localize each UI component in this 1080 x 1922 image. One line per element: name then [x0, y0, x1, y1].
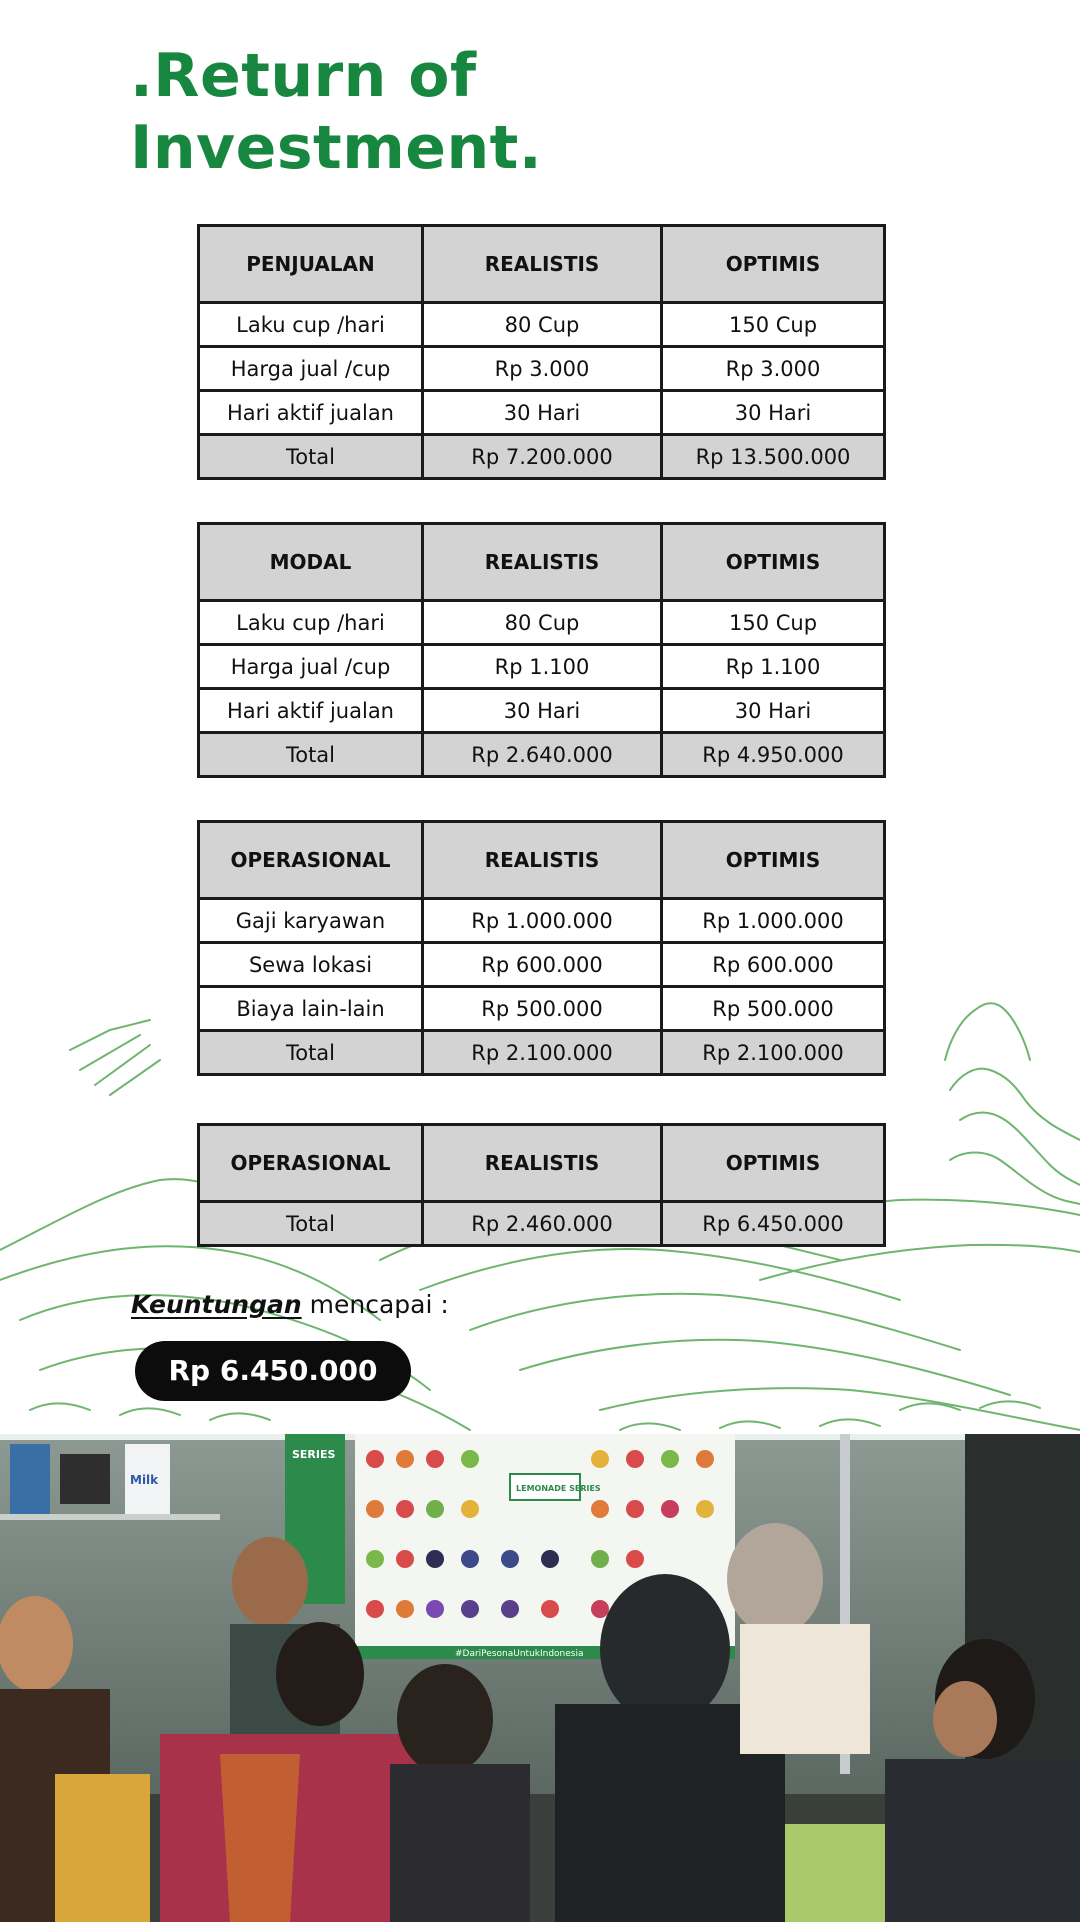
header-cell: MODAL — [199, 524, 423, 601]
header-cell: REALISTIS — [423, 1125, 662, 1202]
table-row — [199, 645, 885, 689]
table-row — [199, 943, 885, 987]
page-title — [130, 40, 542, 184]
header-cell: REALISTIS — [423, 226, 662, 303]
table-cell: 30 Hari — [423, 689, 662, 733]
title-line-1: .Return of — [130, 41, 477, 111]
table-row — [199, 303, 885, 347]
table-cell: 30 Hari — [662, 689, 885, 733]
total-cell: Total — [199, 1202, 423, 1246]
table-cell: Rp 600.000 — [662, 943, 885, 987]
total-cell: Rp 13.500.000 — [662, 435, 885, 479]
stall-photo — [0, 1434, 1080, 1922]
table-header-row — [199, 226, 885, 303]
profit-label-rest: mencapai : — [301, 1290, 449, 1319]
menu-heading: LEMONADE SERIES — [516, 1484, 601, 1493]
table-cell: Hari aktif jualan — [199, 391, 423, 435]
header-cell: PENJUALAN — [199, 226, 423, 303]
sales-table — [197, 224, 886, 480]
total-cell: Total — [199, 733, 423, 777]
capital-table — [197, 522, 886, 778]
header-cell: REALISTIS — [423, 822, 662, 899]
table-cell: Rp 600.000 — [423, 943, 662, 987]
profit-amount-badge: Rp 6.450.000 — [135, 1341, 411, 1401]
total-cell: Rp 2.640.000 — [423, 733, 662, 777]
table-cell: Rp 500.000 — [662, 987, 885, 1031]
table-cell: Rp 3.000 — [423, 347, 662, 391]
table-cell: 30 Hari — [662, 391, 885, 435]
table-cell: 150 Cup — [662, 601, 885, 645]
header-cell: OPTIMIS — [662, 226, 885, 303]
table-cell: Rp 1.100 — [423, 645, 662, 689]
table-row — [199, 689, 885, 733]
table-cell: Laku cup /hari — [199, 303, 423, 347]
table-cell: 80 Cup — [423, 303, 662, 347]
table-cell: 30 Hari — [423, 391, 662, 435]
profit-label — [131, 1290, 449, 1319]
side-sign-label: SERIES — [292, 1448, 336, 1461]
menu-hashtag: #DariPesonaUntukIndonesia — [455, 1649, 584, 1659]
table-cell: Rp 1.000.000 — [662, 899, 885, 943]
table-cell: Gaji karyawan — [199, 899, 423, 943]
operational-summary-table — [197, 1123, 886, 1247]
table-cell: Harga jual /cup — [199, 347, 423, 391]
table-total-row — [199, 733, 885, 777]
total-cell: Rp 2.100.000 — [423, 1031, 662, 1075]
title-line-2: Investment. — [130, 113, 543, 183]
table-cell: Laku cup /hari — [199, 601, 423, 645]
table-row — [199, 347, 885, 391]
table-cell: Rp 500.000 — [423, 987, 662, 1031]
operational-table — [197, 820, 886, 1076]
table-header-row — [199, 822, 885, 899]
total-cell: Rp 7.200.000 — [423, 435, 662, 479]
table-cell: Biaya lain-lain — [199, 987, 423, 1031]
table-cell: 150 Cup — [662, 303, 885, 347]
table-cell: Harga jual /cup — [199, 645, 423, 689]
table-header-row — [199, 524, 885, 601]
header-cell: OPERASIONAL — [199, 822, 423, 899]
table-total-row — [199, 1202, 885, 1246]
table-header-row — [199, 1125, 885, 1202]
profit-label-emphasis: Keuntungan — [131, 1290, 302, 1319]
total-cell: Rp 2.100.000 — [662, 1031, 885, 1075]
table-total-row — [199, 435, 885, 479]
table-cell: Sewa lokasi — [199, 943, 423, 987]
total-cell: Total — [199, 435, 423, 479]
header-cell: OPTIMIS — [662, 524, 885, 601]
table-cell: Rp 3.000 — [662, 347, 885, 391]
table-row — [199, 601, 885, 645]
table-cell: Rp 1.000.000 — [423, 899, 662, 943]
stall-photo-illustration — [0, 1434, 1080, 1922]
total-cell: Rp 4.950.000 — [662, 733, 885, 777]
table-cell: Rp 1.100 — [662, 645, 885, 689]
milk-box-label: Milk — [130, 1473, 159, 1487]
header-cell: REALISTIS — [423, 524, 662, 601]
header-cell: OPERASIONAL — [199, 1125, 423, 1202]
table-row — [199, 899, 885, 943]
header-cell: OPTIMIS — [662, 822, 885, 899]
table-cell: Hari aktif jualan — [199, 689, 423, 733]
total-cell: Total — [199, 1031, 423, 1075]
total-cell: Rp 6.450.000 — [662, 1202, 885, 1246]
total-cell: Rp 2.460.000 — [423, 1202, 662, 1246]
header-cell: OPTIMIS — [662, 1125, 885, 1202]
table-row — [199, 987, 885, 1031]
table-total-row — [199, 1031, 885, 1075]
table-row — [199, 391, 885, 435]
table-cell: 80 Cup — [423, 601, 662, 645]
